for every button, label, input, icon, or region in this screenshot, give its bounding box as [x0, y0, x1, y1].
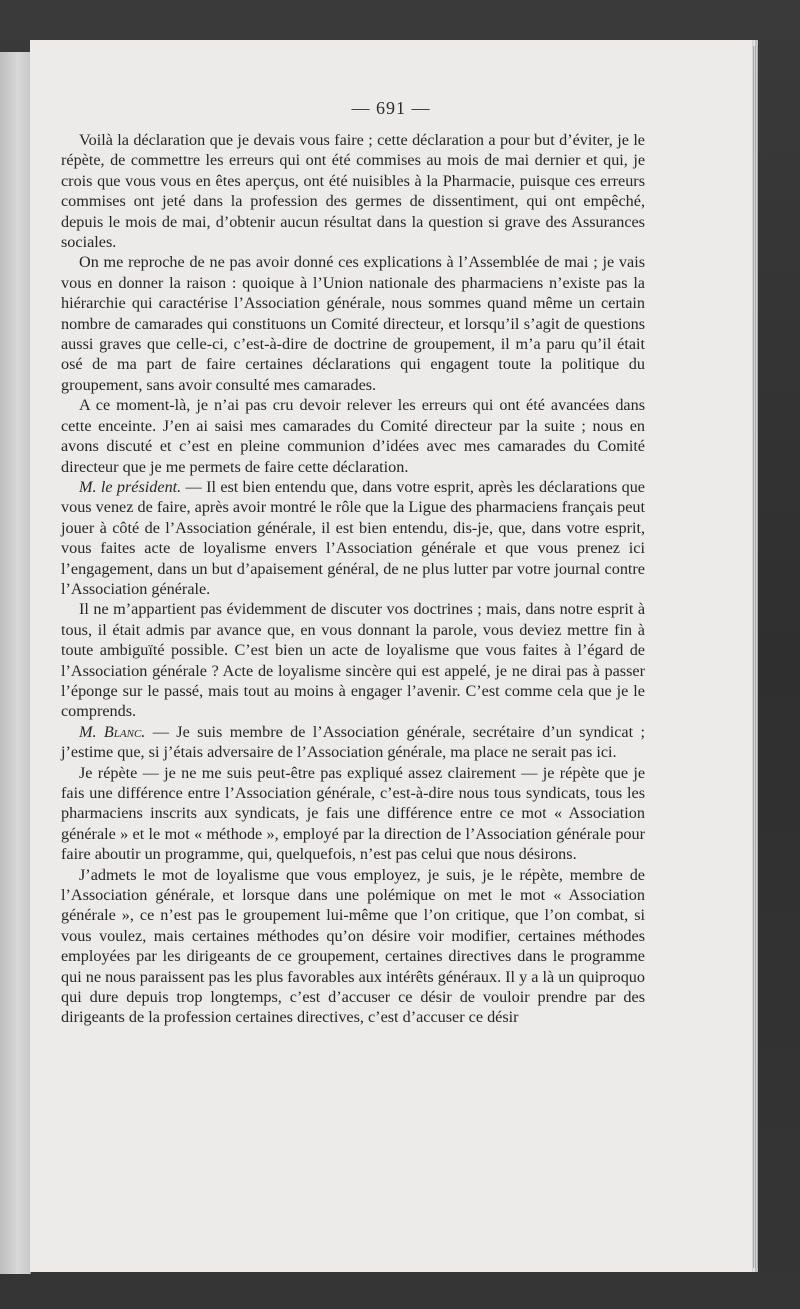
paragraph [61, 722, 645, 763]
paragraph-text: Il ne m’appartient pas évidemment de discuter vos doctrines ; mais, dans notre esprit à tous, il était admis par avance que, en vous donnant la parole, vous deviez mettre fin à toute ambiguïté possible. C’est bien un acte de loyalisme que vous faites à l’égard de l’Association générale ? Acte de loyalisme sincère qui est appelé, je ne dirai pas à passer l’éponge sur le passé, mais tout au moins à engager l’avenir. C’est comme cela que je le comprends. [61, 600, 645, 721]
paragraph [61, 395, 645, 477]
speaker-name: M. Blanc. [79, 722, 146, 741]
paragraph-text: — Je suis membre de l’Association générale, secrétaire d’un syndicat ; j’estime que, si j’étais adversaire de l’Association générale, ma place ne serait pas ici. [61, 722, 645, 762]
adjacent-page-edge [0, 52, 31, 1274]
paragraph-text: Voilà la déclaration que je devais vous faire ; cette déclaration a pour but d’éviter, je le répète, de commettre les erreurs qui ont été commises au mois de mai dernier et qui, je crois que vous vous en êtes aperçus, ont été nuisibles à la Pharmacie, puisque ces erreurs commises ont jeté dans la profession des germes de dissentiment, qui ont empêché, depuis le mois de mai, d’obtenir aucun résultat dans la question si grave des Assurances sociales. [61, 131, 645, 252]
paragraph-text: Je répète — je ne me suis peut-être pas expliqué assez clairement — je répète que je fais une différence entre l’Association générale, c’est-à-dire nous tous syndicats, tous les pharmaciens inscrits aux syndicats, je fais une différence entre ce mot « Association générale » et le mot « méthode », employé par la direction de l’Association générale pour faire aboutir un programme, qui, quelquefois, n’est pas celui que nous désirons. [61, 763, 645, 864]
paragraph [61, 599, 645, 721]
paragraph [61, 477, 645, 599]
paragraph [61, 130, 645, 252]
speaker-name: M. le président. [79, 477, 182, 496]
body-text [61, 130, 645, 1028]
paragraph-text: On me reproche de ne pas avoir donné ces explications à l’Assemblée de mai ; je vais vous en donner la raison : quoique à l’Union nationale des pharmaciens n’existe pas la hiérarchie qui caractérise l’Association générale, nous sommes quand même un certain nombre de camarades qui constituons un Comité directeur, et lorsqu’il s’agit de questions aussi graves que celle-ci, c’est-à-dire de doctrine de groupement, il m’a paru qu’il était osé de ma part de faire certaines déclarations qui engagent toute la politique du groupement, sans avoir consulté mes camarades. [61, 253, 645, 394]
paragraph-text: J’admets le mot de loyalisme que vous employez, je suis, je le répète, membre de l’Association générale, et lorsque dans une polémique on met le mot « Association générale », ce n’est pas le groupement lui-même que l’on critique, que l’on combat, si vous voulez, mais certaines méthodes qu’on désire voir modifier, certaines méthodes employées par les dirigeants de ce groupement, certaines directives dans le programme qui ne nous paraissent pas les plus favorables aux intérêts généraux. Il y a là un quiproquo qui dure depuis trop longtemps, c’est d’accuser ce désir de vouloir prendre par des dirigeants de la profession certaines directives, c’est d’accuser ce désir [61, 865, 645, 1027]
page-number: — 691 — [351, 98, 431, 118]
paragraph-text: A ce moment-là, je n’ai pas cru devoir relever les erreurs qui ont été avancées dans cette enceinte. J’en ai saisi mes camarades du Comité directeur par la suite ; nous en avons discuté et c’est en pleine communion d’idées avec mes camarades du Comité directeur que je me permets de faire cette déclaration. [61, 396, 645, 476]
paragraph-text: — Il est bien entendu que, dans votre esprit, après les déclarations que vous venez de faire, après avoir montré le rôle que la Ligue des pharmaciens français peut jouer à côté de l’Association générale, il est bien entendu, dis-je, que, dans votre esprit, vous faites acte de loyalisme envers l’Association générale et que vous prenez ici l’engagement, dans un but d’apaisement général, de ne plus lutter par votre journal contre l’Association générale. [61, 477, 645, 598]
paragraph [61, 865, 645, 1028]
paragraph [61, 763, 645, 865]
page-stack-edge [752, 46, 758, 1268]
paragraph [61, 252, 645, 395]
